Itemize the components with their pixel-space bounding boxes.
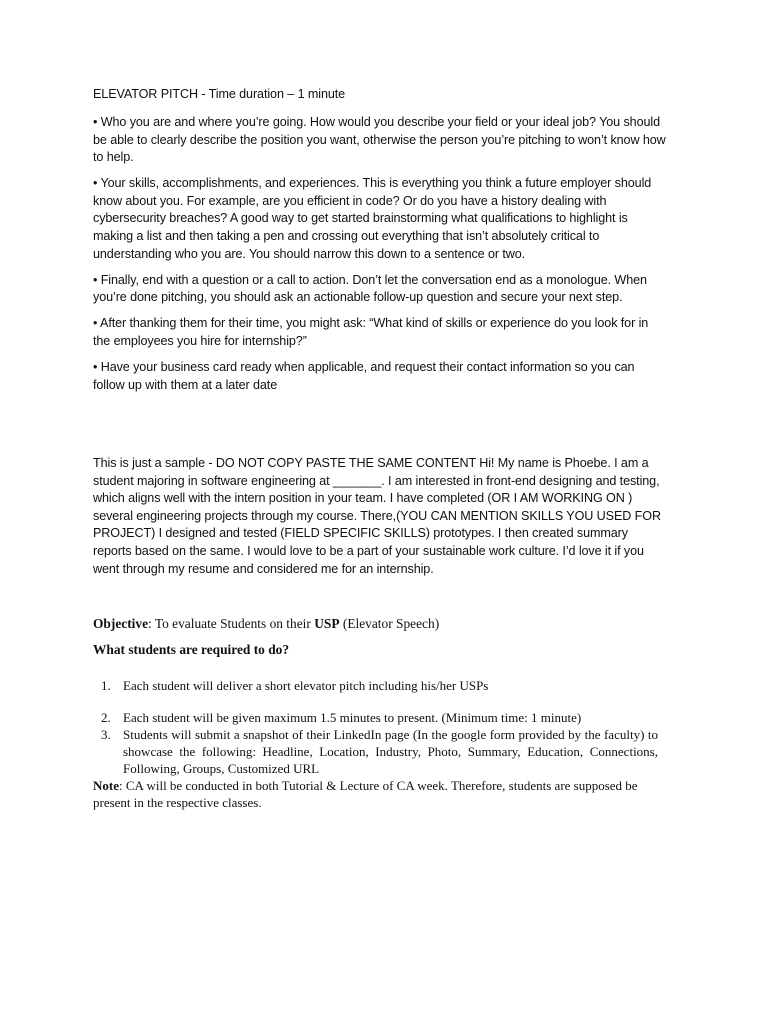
requirements-heading: What students are required to do? bbox=[93, 642, 290, 657]
list-text: Students will submit a snapshot of their LinkedIn page (In the google form provided by the faculty) to showcase the following: Headline, Location, Industry, Photo, Summary, Education, Connections, Following, Groups, Customized URL bbox=[123, 727, 658, 776]
note bbox=[93, 777, 678, 811]
page-title: ELEVATOR PITCH - Time duration – 1 minute bbox=[93, 87, 346, 101]
note-text: : CA will be conducted in both Tutorial & Lecture of CA week. Therefore, students are supposed be present in the respective classes. bbox=[93, 778, 638, 810]
objective-text-end: (Elevator Speech) bbox=[339, 616, 440, 631]
objective bbox=[93, 615, 668, 632]
objective-text: : To evaluate Students on their bbox=[148, 616, 315, 631]
list-number: 2. bbox=[101, 710, 111, 725]
tips-list bbox=[93, 114, 668, 403]
note-label: Note bbox=[93, 778, 119, 793]
objective-label: Objective bbox=[93, 616, 149, 631]
list-text: Each student will be given maximum 1.5 minutes to present. (Minimum time: 1 minute) bbox=[123, 710, 582, 725]
list-item bbox=[93, 726, 658, 777]
tip-follow-up-question: • After thanking them for their time, you might ask: “What kind of skills or experience do you look for in the employees you hire for internship?” bbox=[93, 316, 649, 349]
tip-call-to-action: • Finally, end with a question or a call to action. Don’t let the conversation end as a monologue. When you’re done pitching, you should ask an actionable follow-up question and secure your next step. bbox=[93, 272, 647, 305]
objective-usp: USP bbox=[314, 616, 340, 631]
tip-business-card: • Have your business card ready when applicable, and request their contact information so you can follow up with them at a later date bbox=[93, 360, 635, 392]
list-item bbox=[93, 677, 658, 694]
list-number: 3. bbox=[101, 727, 111, 742]
sample-pitch: This is just a sample - DO NOT COPY PASTE THE SAME CONTENT Hi! My name is Phoebe. I am a student majoring in software engineering at _______. I am interested in front-end designing and testing, which aligns well with the intern position in your team. I have completed (OR I AM WORKING ON ) several engineering projects through my course. There,(YOU CAN MENTION SKILLS YOU USED FOR PROJECT) I designed and tested (FIELD SPECIFIC SKILLS) prototypes. I then created summary reports based on the same. I would love to be a part of your sustainable work culture. I’d love it if you went through my resume and considered me for an internship. bbox=[93, 456, 661, 576]
list-number: 1. bbox=[101, 678, 111, 693]
tip-skills: • Your skills, accomplishments, and experiences. This is everything you think a future employer should know about you. For example, are you efficient in code? Or do you have a history dealing with cybersecurity breaches? A good way to get started brainstorming what qualifications to highlight is making a list and then taking a pen and crossing out everything that isn’t absolutely critical to understanding who you are. You should narrow this down to a sentence or two. bbox=[93, 176, 652, 261]
tip-who-you-are: • Who you are and where you’re going. How would you describe your field or your ideal job? You should be able to clearly describe the position you want, otherwise the person you’re pitching to won’t know how to help. bbox=[93, 115, 666, 165]
list-text: Each student will deliver a short elevator pitch including his/her USPs bbox=[123, 678, 489, 693]
requirements-list bbox=[93, 677, 658, 777]
list-item bbox=[93, 709, 658, 726]
